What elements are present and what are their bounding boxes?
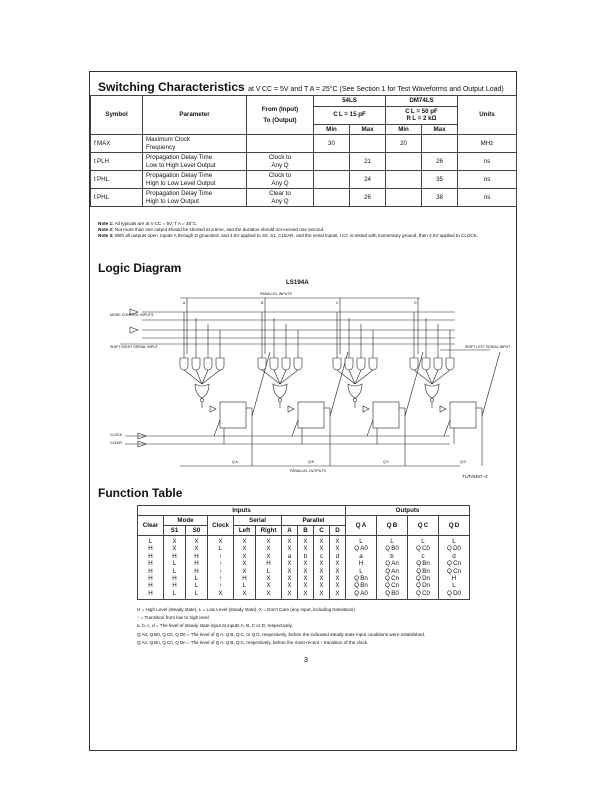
ft-d-header: D [330, 526, 346, 536]
switching-cell-symbol: f MAX [91, 135, 143, 153]
output-qc-label: Q C [383, 460, 390, 464]
register-stage [410, 312, 500, 466]
register-stage [180, 312, 270, 466]
function-cell: a [282, 553, 298, 560]
function-cell: Q Bn [346, 575, 377, 582]
function-cell: ↑ [208, 553, 234, 560]
ft-clear-header: Clear [138, 516, 164, 536]
function-cell: H [346, 560, 377, 567]
col-dm74ls-cond [386, 106, 458, 124]
ft-s1-header: S1 [164, 526, 186, 536]
switching-cell-max74: 26 [422, 153, 458, 171]
function-cell: L [164, 590, 186, 600]
switching-cell-from [247, 171, 314, 189]
ft-outputs-header: Outputs [346, 506, 470, 516]
switching-cell-max74 [422, 135, 458, 153]
ft-c-header: C [314, 526, 330, 536]
note-label: Note 2: [98, 227, 114, 233]
switching-row [91, 171, 517, 189]
function-cell: Q C0 [408, 545, 439, 552]
parallel-inputs-label: PARALLEL INPUTS [260, 292, 292, 296]
function-cell: H [138, 553, 164, 560]
ft-right-header: Right [256, 526, 282, 536]
function-cell: a [346, 553, 377, 560]
function-cell: H [186, 553, 208, 560]
function-cell: X [256, 590, 282, 600]
function-cell: X [256, 536, 282, 546]
function-cell: X [164, 536, 186, 546]
switching-cell-max74: 38 [422, 189, 458, 207]
ft-b-header: B [298, 526, 314, 536]
function-cell: Q Cn [439, 560, 470, 567]
switching-cell-min74 [386, 153, 422, 171]
switching-cell-min54 [314, 171, 350, 189]
switching-cell-min54: 30 [314, 135, 350, 153]
switching-title [98, 80, 504, 94]
function-cell: ↑ [208, 575, 234, 582]
function-cell: H [138, 590, 164, 600]
function-cell: Q An [377, 560, 408, 567]
function-cell: c [314, 553, 330, 560]
col-max-74: Max [422, 124, 458, 135]
function-cell: X [282, 536, 298, 546]
function-cell: X [314, 575, 330, 582]
shift-right-label: SHIFT RIGHT SERIAL INPUT [110, 345, 158, 349]
col-from-input: From (Input) [261, 105, 299, 113]
output-qb-label: Q B [308, 460, 314, 464]
function-cell: H [164, 553, 186, 560]
function-cell: d [439, 553, 470, 560]
function-cell: X [298, 575, 314, 582]
function-cell: X [256, 545, 282, 552]
function-cell: L [234, 582, 256, 589]
ft-a-header: A [282, 526, 298, 536]
function-cell: X [298, 582, 314, 589]
function-cell: H [234, 575, 256, 582]
function-row [138, 575, 470, 582]
ft-qc-header: Q C [408, 516, 439, 536]
switching-row [91, 135, 517, 153]
function-cell: c [408, 553, 439, 560]
function-cell: Q D0 [439, 545, 470, 552]
switching-cell-param [143, 135, 247, 153]
switching-cell-max54: 26 [350, 189, 386, 207]
switching-cell-units: ns [458, 189, 517, 207]
input-b-label: B [261, 301, 264, 305]
switching-cell-symbol: t PLH [91, 153, 143, 171]
function-cell: X [186, 545, 208, 552]
function-cell: ↑ [208, 582, 234, 589]
ft-qb-header: Q B [377, 516, 408, 536]
function-cell: Q An [377, 568, 408, 575]
switching-from2: Any Q [271, 161, 289, 169]
output-qd-label: Q D [460, 460, 467, 464]
function-cell: H [186, 560, 208, 567]
function-cell: X [234, 568, 256, 575]
switching-param2: High to Low Level Output [146, 179, 216, 187]
ft-clock-header: Clock [208, 516, 234, 536]
function-cell: X [256, 553, 282, 560]
switching-cell-min74 [386, 171, 422, 189]
function-cell: Q D0 [439, 590, 470, 600]
switching-cell-units: MHz [458, 135, 517, 153]
ft-left-header: Left [234, 526, 256, 536]
switching-from1: Clear to [269, 190, 291, 197]
clear-label: CLEAR [110, 441, 122, 445]
function-cell: Q B0 [377, 545, 408, 552]
function-cell: X [314, 560, 330, 567]
switching-row [91, 153, 517, 171]
function-cell: X [314, 545, 330, 552]
function-cell: L [164, 568, 186, 575]
function-cell: X [314, 590, 330, 600]
function-row [138, 545, 470, 552]
function-cell: H [138, 575, 164, 582]
function-cell: X [234, 553, 256, 560]
dm74-cl-cond: C L = 50 pF [405, 107, 438, 115]
function-cell: X [208, 590, 234, 600]
switching-from1: Clock to [268, 154, 292, 161]
function-cell: L [138, 536, 164, 546]
switching-table [90, 95, 517, 207]
function-cell: ↑ [208, 568, 234, 575]
function-cell: Q C0 [408, 590, 439, 600]
output-qa-label: Q A [232, 460, 238, 464]
function-cell: d [330, 553, 346, 560]
switching-param1: Propagation Delay Time [146, 172, 213, 179]
function-cell: ↑ [208, 560, 234, 567]
col-to-output: To (Output) [263, 117, 297, 124]
switching-cell-min74: 20 [386, 135, 422, 153]
switching-cell-symbol: t PHL [91, 189, 143, 207]
function-cell: b [377, 553, 408, 560]
switching-from2: Any Q [271, 179, 289, 187]
function-cell: X [282, 590, 298, 600]
function-cell: H [138, 560, 164, 567]
function-cell: X [330, 582, 346, 589]
function-cell: H [256, 560, 282, 567]
mode-control-label: MODE CONTROL INPUTS [110, 313, 154, 317]
function-cell: Q A0 [346, 590, 377, 600]
dm74-rl-cond: R L = 2 kΩ [406, 115, 437, 122]
function-cell: X [330, 560, 346, 567]
function-cell: X [330, 536, 346, 546]
function-cell: X [256, 575, 282, 582]
function-cell: L [408, 536, 439, 546]
function-title: Function Table [98, 486, 183, 500]
function-cell: L [346, 568, 377, 575]
function-table [137, 505, 470, 600]
switching-cell-from [247, 153, 314, 171]
note-label: Note 3: [98, 233, 114, 239]
ft-s0-header: S0 [186, 526, 208, 536]
note-label: Note 1: [98, 221, 114, 226]
function-cell: Q B0 [377, 590, 408, 600]
function-row [138, 582, 470, 589]
function-cell: L [208, 545, 234, 552]
function-cell: Q A0 [346, 545, 377, 552]
function-cell: H [138, 568, 164, 575]
col-from-to [247, 96, 314, 135]
col-max-54: Max [350, 124, 386, 135]
input-c-label: C [336, 301, 339, 305]
switching-cell-max54 [350, 135, 386, 153]
switching-note [98, 233, 510, 239]
switching-cell-param [143, 153, 247, 171]
function-cell: X [330, 568, 346, 575]
switching-cell-param [143, 171, 247, 189]
function-cell: X [282, 582, 298, 589]
function-cell: X [234, 590, 256, 600]
function-cell: H [164, 575, 186, 582]
function-cell: X [234, 536, 256, 546]
function-cell: L [186, 582, 208, 589]
note-text: Not more than one output should be shorted at a time, and the duration should not exceed one second. [114, 227, 325, 233]
function-cell: Q Bn [408, 560, 439, 567]
function-cell: Q Cn [377, 575, 408, 582]
function-cell: H [439, 575, 470, 582]
col-54ls-cond: C L = 15 pF [314, 106, 386, 124]
switching-cell-min54 [314, 153, 350, 171]
switching-param2: High to Low Output [146, 197, 199, 205]
function-row [138, 568, 470, 575]
function-cell: H [138, 582, 164, 589]
function-cell: X [298, 560, 314, 567]
function-note: a, b, c, d = The level of steady state input at inputs A, B, C or D, respectively. [137, 623, 293, 629]
function-cell: Q Bn [346, 582, 377, 589]
switching-title-text: Switching Characteristics [98, 80, 245, 94]
function-row [138, 590, 470, 600]
col-min-74: Min [386, 124, 422, 135]
switching-cell-max54: 21 [350, 153, 386, 171]
function-cell: X [298, 590, 314, 600]
function-cell: L [186, 575, 208, 582]
clock-label: CLOCK [110, 433, 123, 437]
switching-from2: Any Q [271, 197, 289, 205]
function-note: Q An, Q Bn, Q Cn, Q Dn = The level of Q A, Q B, Q C, respectively, before the most-recent ↑ transition of the clock. [137, 639, 369, 645]
ft-qd-header: Q D [439, 516, 470, 536]
col-dm74ls: DM74LS [386, 96, 458, 107]
col-54ls: 54LS [314, 96, 386, 107]
function-cell: L [186, 590, 208, 600]
function-cell: L [377, 536, 408, 546]
function-cell: L [346, 536, 377, 546]
function-cell: X [234, 545, 256, 552]
ft-qa-header: Q A [346, 516, 377, 536]
col-units: Units [458, 96, 517, 135]
switching-cell-min74 [386, 189, 422, 207]
switching-param1: Maximum Clock [146, 136, 191, 143]
logic-diagram [110, 276, 511, 486]
function-row [138, 560, 470, 567]
function-cell: X [256, 582, 282, 589]
ft-mode-header: Mode [164, 516, 208, 526]
function-cell: X [298, 536, 314, 546]
function-note: Q A0, Q B0, Q C0, Q D0 = The level of Q A, Q B, Q C, or Q D, respectively, before the indicated steady state input conditions were established. [137, 631, 426, 637]
function-cell: X [282, 560, 298, 567]
function-cell: L [256, 568, 282, 575]
function-cell: X [208, 536, 234, 546]
note-text: All typicals are at V CC = 5V, T A = 25°C. [114, 221, 198, 226]
input-d-label: D [414, 301, 417, 305]
function-cell: X [282, 575, 298, 582]
function-cell: X [314, 582, 330, 589]
function-cell: X [314, 568, 330, 575]
ft-inputs-header: Inputs [138, 506, 346, 516]
switching-param2: Low to High Level Output [146, 161, 216, 169]
parallel-outputs-label: PARALLEL OUTPUTS [290, 469, 326, 473]
function-cell: X [330, 590, 346, 600]
function-cell: Q Cn [377, 582, 408, 589]
logic-caption: LS194A [286, 279, 309, 286]
function-cell: L [439, 582, 470, 589]
switching-cell-units: ns [458, 153, 517, 171]
switching-cell-max74: 35 [422, 171, 458, 189]
switching-cell-min54 [314, 189, 350, 207]
logic-fig-id: TL/F/6407–2 [462, 474, 488, 479]
ft-parallel-header: Parallel [282, 516, 346, 526]
function-cell: Q Dn [408, 575, 439, 582]
switching-cell-max54: 24 [350, 171, 386, 189]
switching-cell-from [247, 189, 314, 207]
function-cell: X [330, 575, 346, 582]
function-cell: X [298, 545, 314, 552]
register-stage [258, 312, 348, 466]
col-parameter: Parameter [143, 96, 247, 135]
col-symbol: Symbol [91, 96, 143, 135]
function-cell: X [282, 545, 298, 552]
function-cell: X [330, 545, 346, 552]
function-cell: Q Cn [439, 568, 470, 575]
function-cell: b [298, 553, 314, 560]
function-note: H = High Level (steady state), L = Low Level (steady state), X = Don't Care (any input, including transitions) [137, 607, 355, 612]
ft-serial-header: Serial [234, 516, 282, 526]
switching-row [91, 189, 517, 207]
function-cell: L [439, 536, 470, 546]
page-number: 3 [304, 657, 308, 664]
switching-subtitle: at V CC = 5V and T A = 25°C (See Section 1 for Test Waveforms and Output Load) [248, 86, 504, 93]
function-cell: X [234, 560, 256, 567]
function-cell: H [186, 568, 208, 575]
function-cell: H [164, 582, 186, 589]
switching-cell-units: ns [458, 171, 517, 189]
switching-cell-param [143, 189, 247, 207]
switching-cell-from [247, 135, 314, 153]
function-cell: H [138, 545, 164, 552]
function-cell: X [164, 545, 186, 552]
function-cell: Q Bn [408, 568, 439, 575]
function-cell: Q Dn [408, 582, 439, 589]
function-cell: X [282, 568, 298, 575]
switching-from1: Clock to [268, 172, 292, 179]
function-cell: X [314, 536, 330, 546]
switching-param2: Frequency [146, 143, 176, 151]
switching-param1: Propagation Delay Time [146, 154, 213, 161]
switching-notes [98, 221, 510, 240]
switching-param1: Propagation Delay Time [146, 190, 213, 197]
function-row [138, 553, 470, 560]
function-cell: L [164, 560, 186, 567]
function-row [138, 536, 470, 546]
note-text: With all outputs open, inputs A through D grounded, and 4.5V applied to S0, S1, CLEAR, and the serial inputs, I CC is tested with momentary ground, then 4.5V applied to CLOCK. [114, 233, 479, 239]
switching-cell-symbol: t PHL [91, 171, 143, 189]
register-stage [333, 312, 423, 466]
function-notes [137, 606, 507, 647]
col-min-54: Min [314, 124, 350, 135]
shift-left-label: SHIFT LEFT SERIAL INPUT [465, 345, 511, 349]
input-a-label: A [183, 301, 186, 305]
function-cell: X [298, 568, 314, 575]
logic-title: Logic Diagram [98, 261, 182, 275]
function-note: ↑ = Transition from low to high level [137, 615, 209, 621]
function-cell: X [186, 536, 208, 546]
